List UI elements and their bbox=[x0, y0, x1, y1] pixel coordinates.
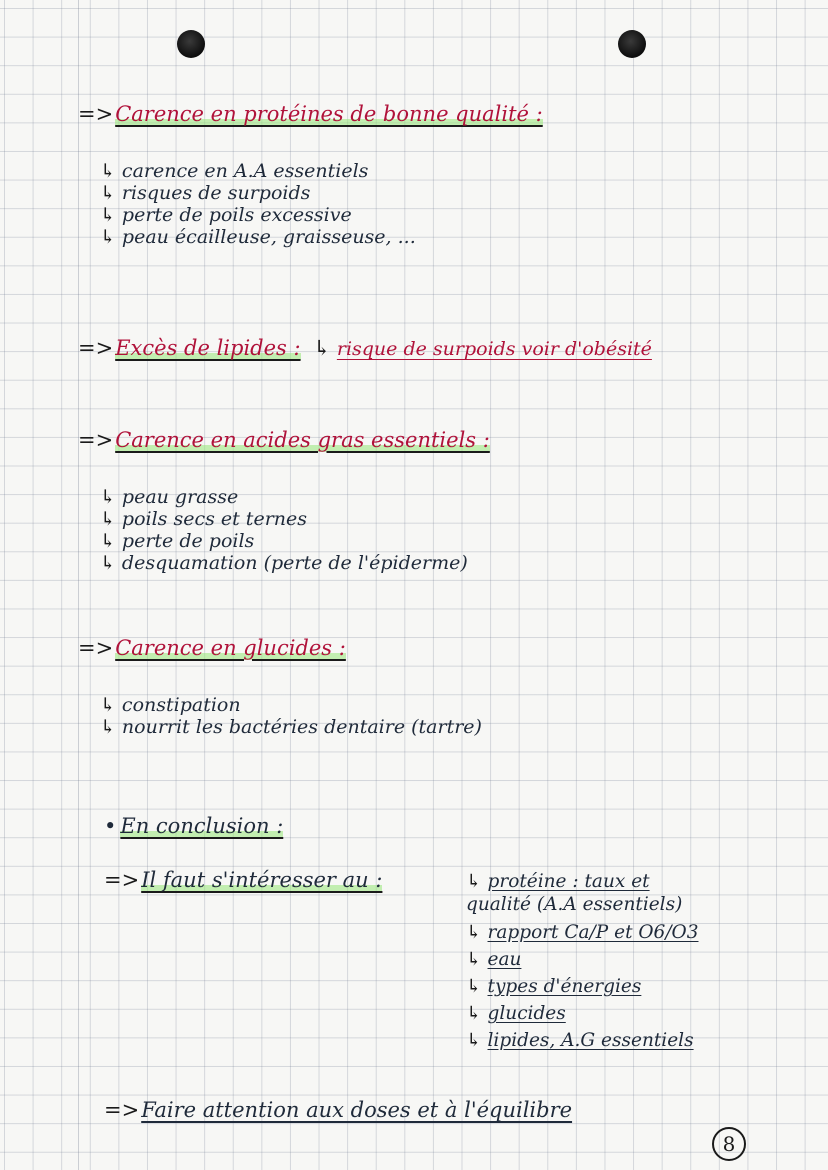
list-item: ↳ types d'énergies bbox=[466, 976, 642, 997]
heading-carbohydrate-deficiency-text: Carence en glucides : bbox=[115, 636, 346, 660]
conclusion-lead bbox=[104, 868, 382, 892]
hook-arrow-icon: ↳ bbox=[100, 160, 116, 182]
hook-arrow-icon: ↳ bbox=[100, 226, 116, 248]
list-item: ↳ constipation bbox=[100, 694, 241, 716]
hook-arrow-icon: ↳ bbox=[100, 694, 116, 716]
arrow-icon: => bbox=[78, 636, 114, 660]
list-carbohydrate-deficiency bbox=[100, 694, 482, 738]
list-item: ↳ perte de poils bbox=[100, 530, 255, 552]
arrow-icon: => bbox=[104, 1098, 140, 1122]
hook-arrow-icon: ↳ bbox=[466, 1030, 482, 1051]
notebook-margin-line bbox=[78, 0, 79, 1170]
hook-arrow-icon: ↳ bbox=[466, 871, 482, 892]
list-item: ↳ carence en A.A essentiels bbox=[100, 160, 369, 182]
hook-arrow-icon: ↳ bbox=[100, 530, 116, 552]
list-item-continuation: qualité (A.A essentiels) bbox=[466, 894, 683, 915]
list-item: ↳ nourrit les bactéries dentaire (tartre) bbox=[100, 716, 482, 738]
conclusion-final bbox=[104, 1098, 572, 1122]
list-item: ↳ peau grasse bbox=[100, 486, 239, 508]
heading-fatty-acid-deficiency bbox=[78, 428, 490, 452]
list-item: ↳ rapport Ca/P et O6/O3 bbox=[466, 922, 699, 943]
hook-arrow-icon: ↳ bbox=[466, 949, 482, 970]
list-item: ↳ eau bbox=[466, 949, 522, 970]
list-item: ↳ risques de surpoids bbox=[100, 182, 311, 204]
hook-arrow-icon: ↳ bbox=[100, 182, 116, 204]
punch-hole-right bbox=[618, 30, 646, 58]
list-protein-deficiency bbox=[100, 160, 416, 248]
hook-arrow-icon: ↳ bbox=[100, 204, 116, 226]
hook-arrow-icon: ↳ bbox=[100, 486, 116, 508]
hook-arrow-icon: ↳ bbox=[466, 922, 482, 943]
heading-carbohydrate-deficiency bbox=[78, 636, 346, 660]
hook-arrow-icon: ↳ bbox=[466, 976, 482, 997]
heading-fatty-acid-deficiency-text: Carence en acides gras essentiels : bbox=[115, 428, 490, 452]
heading-protein-deficiency-text: Carence en protéines de bonne qualité : bbox=[115, 102, 543, 126]
heading-conclusion-text: En conclusion : bbox=[120, 814, 284, 838]
list-item: ↳ protéine : taux et bbox=[466, 871, 650, 892]
list-item: ↳ glucides bbox=[466, 1003, 566, 1024]
list-item: ↳ poils secs et ternes bbox=[100, 508, 308, 530]
list-conclusion bbox=[466, 868, 699, 1054]
hook-arrow-icon: ↳ bbox=[100, 716, 116, 738]
hook-arrow-icon: ↳ bbox=[100, 508, 116, 530]
list-item: ↳ perte de poils excessive bbox=[100, 204, 352, 226]
punch-hole-left bbox=[177, 30, 205, 58]
arrow-icon: => bbox=[78, 102, 114, 126]
heading-conclusion bbox=[104, 814, 283, 838]
lipid-excess-item: risque de surpoids voir d'obésité bbox=[336, 338, 652, 360]
list-item: ↳ desquamation (perte de l'épiderme) bbox=[100, 552, 468, 574]
arrow-icon: => bbox=[78, 336, 114, 360]
hook-arrow-icon: ↳ bbox=[100, 552, 116, 574]
hook-arrow-icon: ↳ bbox=[313, 336, 331, 360]
heading-lipid-excess bbox=[78, 336, 652, 360]
hook-arrow-icon: ↳ bbox=[466, 1003, 482, 1024]
page-number: 8 bbox=[712, 1127, 746, 1161]
arrow-icon: => bbox=[104, 868, 140, 892]
arrow-icon: => bbox=[78, 428, 114, 452]
conclusion-lead-text: Il faut s'intéresser au : bbox=[141, 868, 383, 892]
conclusion-final-text: Faire attention aux doses et à l'équilibre bbox=[141, 1098, 573, 1122]
list-item: ↳ peau écailleuse, graisseuse, ... bbox=[100, 226, 416, 248]
heading-protein-deficiency bbox=[78, 102, 543, 126]
heading-lipid-excess-text: Excès de lipides : bbox=[115, 336, 301, 360]
bullet-dot: • bbox=[104, 814, 117, 838]
list-fatty-acid-deficiency bbox=[100, 486, 468, 574]
list-item: ↳ lipides, A.G essentiels bbox=[466, 1030, 694, 1051]
